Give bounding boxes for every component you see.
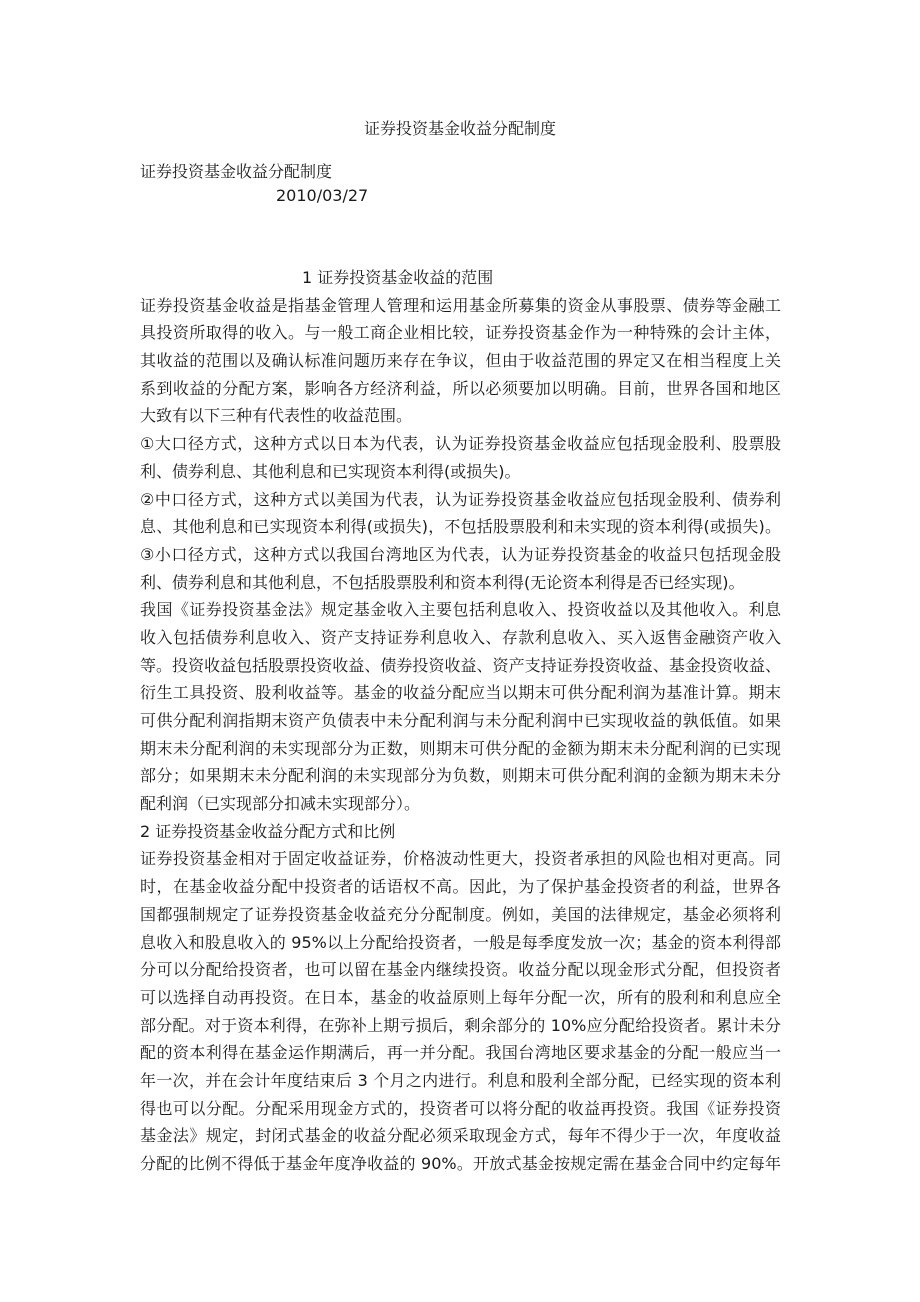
- text-line: 等。投资收益包括股票投资收益、债券投资收益、资产支持证券投资收益、基金投资收益、: [140, 655, 781, 675]
- text-line: 部分配。对于资本利得，在弥补上期亏损后，剩余部分的 10%应分配给投资者。累计未分: [140, 1015, 781, 1035]
- text-line: ②中口径方式，这种方式以美国为代表，认为证券投资基金收益应包括现金股利、债券利: [140, 489, 781, 509]
- text-line: 配的资本利得在基金运作期满后，再一并分配。我国台湾地区要求基金的分配一般应当一: [140, 1043, 781, 1063]
- text-line: 利、债券利息和其他利息，不包括股票股利和资本利得(无论资本利得是否已经实现)。: [140, 572, 745, 592]
- text-line: 衍生工具投资、股利收益等。基金的收益分配应当以期末可供分配利润为基准计算。期末: [140, 683, 781, 703]
- text-line: 期末未分配利润的未实现部分为正数，则期末可供分配的金额为期末未分配利润的已实现: [140, 738, 781, 758]
- text-line: 得也可以分配。分配采用现金方式的，投资者可以将分配的收益再投资。我国《证券投资: [140, 1098, 781, 1118]
- document-title: 证券投资基金收益分配制度: [363, 119, 556, 138]
- text-line: 大致有以下三种有代表性的收益范围。: [140, 406, 413, 426]
- text-line: ①大口径方式，这种方式以日本为代表，认为证券投资基金收益应包括现金股利、股票股: [140, 434, 781, 454]
- text-line: 具投资所取得的收入。与一般工商企业相比较，证券投资基金作为一种特殊的会计主体，: [140, 323, 781, 343]
- text-line: 收入包括债券利息收入、资产支持证券利息收入、存款利息收入、买入返售金融资产收入: [140, 627, 781, 647]
- text-line: 可以选择自动再投资。在日本，基金的收益原则上每年分配一次，所有的股利和利息应全: [140, 987, 781, 1007]
- text-line: ③小口径方式，这种方式以我国台湾地区为代表，认为证券投资基金的收益只包括现金股: [140, 544, 781, 564]
- document-subtitle: 证券投资基金收益分配制度: [140, 162, 333, 181]
- text-line: 可供分配利润指期末资产负债表中未分配利润与未分配利润中已实现收益的孰低值。如果: [140, 711, 781, 730]
- text-line: 我国《证券投资基金法》规定基金收入主要包括利息收入、投资收益以及其他收入。利息: [140, 600, 781, 620]
- text-line: 年一次，并在会计年度结束后 3 个月之内进行。利息和股利全部分配，已经实现的资本利: [140, 1070, 781, 1090]
- document-body: [140, 264, 781, 1178]
- text-line: 利、债券利息、其他利息和已实现资本利得(或损失)。: [140, 461, 521, 481]
- section-heading: 2 证券投资基金收益分配方式和比例: [140, 821, 396, 841]
- text-line: 其收益的范围以及确认标准问题历来存在争议，但由于收益范围的界定又在相当程度上关: [140, 351, 781, 371]
- text-line: 证券投资基金相对于固定收益证券，价格波动性更大，投资者承担的风险也相对更高。同: [140, 849, 781, 869]
- text-line: 国都强制规定了证券投资基金收益充分分配制度。例如，美国的法律规定，基金必须将利: [140, 904, 781, 924]
- text-line: 分可以分配给投资者，也可以留在基金内继续投资。收益分配以现金形式分配，但投资者: [140, 960, 781, 980]
- text-line: 部分；如果期末未分配利润的未实现部分为负数，则期末可供分配利润的金额为期末未分: [140, 766, 781, 786]
- document-date: 2010/03/27: [276, 186, 369, 205]
- text-line: 息收入和股息收入的 95%以上分配给投资者，一般是每季度发放一次；基金的资本利得部: [140, 932, 781, 952]
- section-heading: 1 证券投资基金收益的范围: [302, 268, 494, 287]
- text-line: 系到收益的分配方案，影响各方经济利益，所以必须要加以明确。目前，世界各国和地区: [140, 378, 781, 398]
- text-line: 分配的比例不得低于基金年度净收益的 90%。开放式基金按规定需在基金合同中约定每年: [140, 1154, 781, 1173]
- text-line: 时，在基金收益分配中投资者的话语权不高。因此，为了保护基金投资者的利益，世界各: [140, 877, 781, 897]
- text-line: 配利润（已实现部分扣减未实现部分）。: [140, 794, 421, 814]
- text-line: 基金法》规定，封闭式基金的收益分配必须采取现金方式，每年不得少于一次，年度收益: [140, 1126, 781, 1146]
- text-line: 息、其他利息和已实现资本利得(或损失)，不包括股票股利和未实现的资本利得(或损失)。: [140, 517, 781, 537]
- text-line: 证券投资基金收益是指基金管理人管理和运用基金所募集的资金从事股票、债券等金融工: [140, 295, 781, 315]
